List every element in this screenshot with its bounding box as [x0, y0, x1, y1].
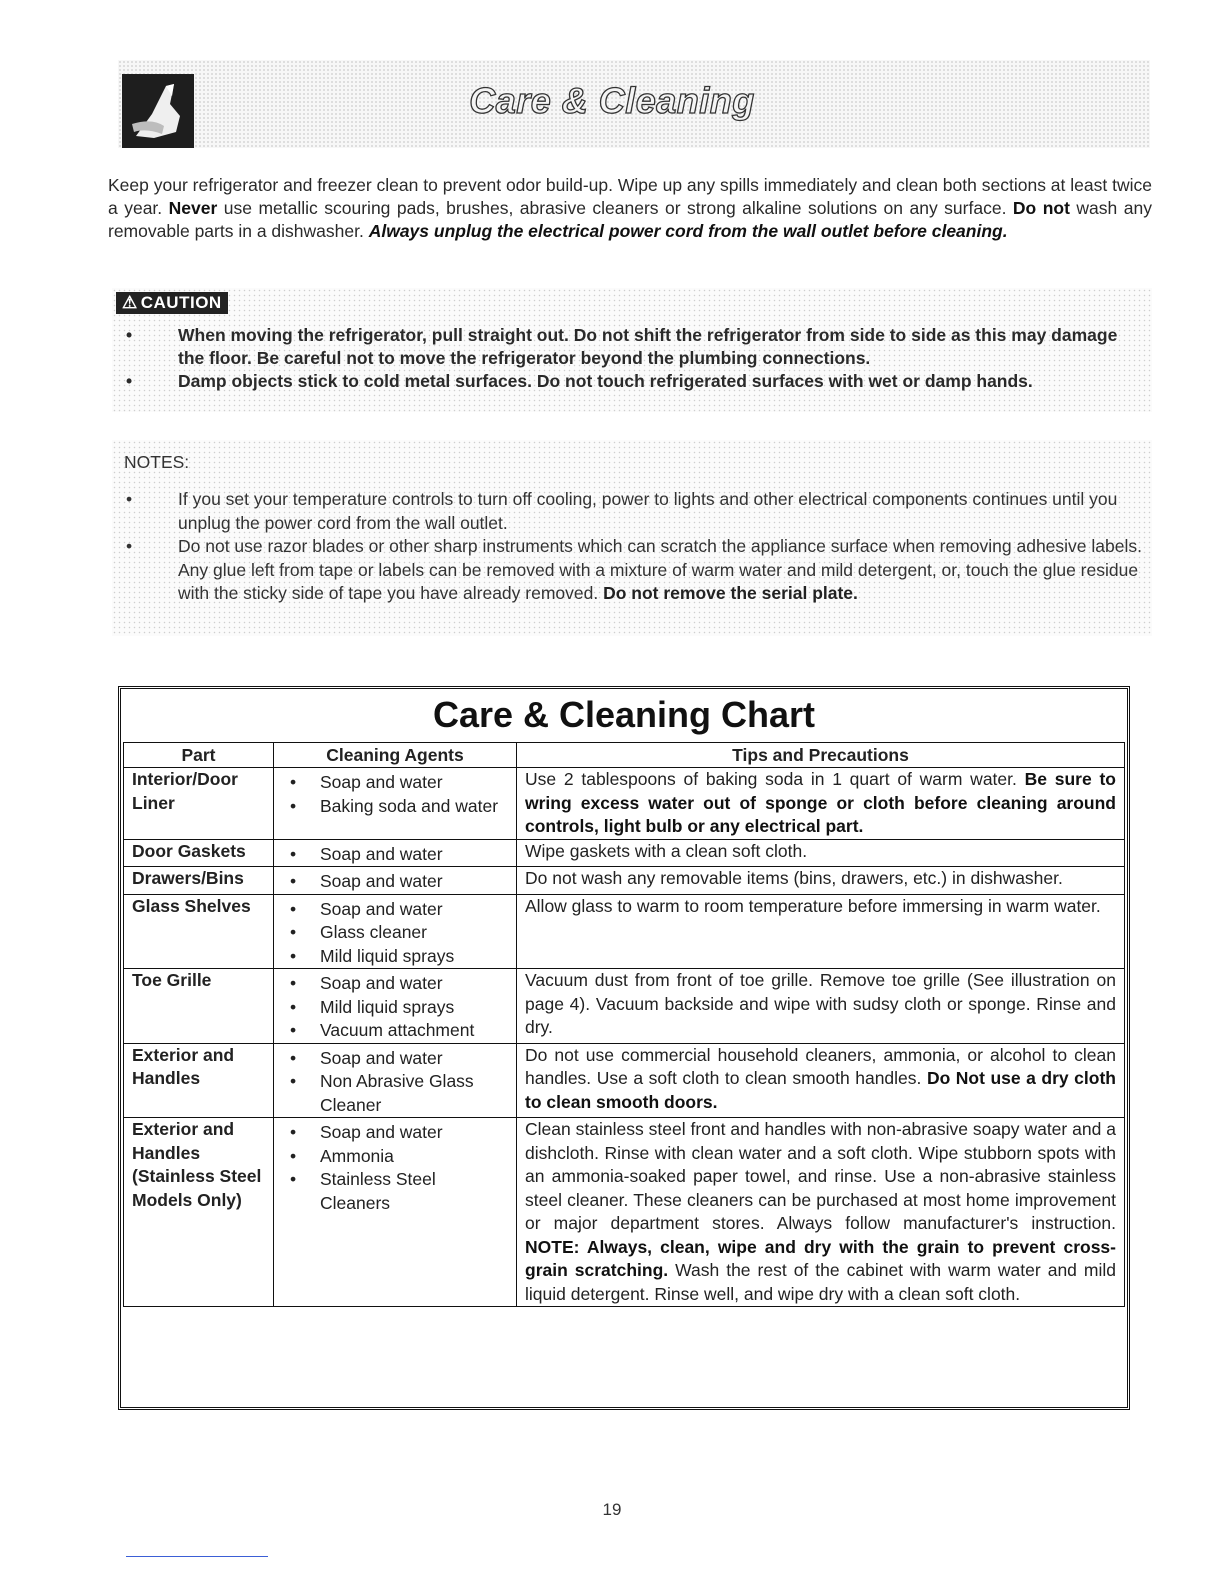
- agent-item: [282, 972, 508, 996]
- warning-triangle-icon: ⚠: [122, 293, 138, 312]
- bullet-icon: •: [126, 536, 133, 556]
- part-cell: Exterior and Handles: [124, 1043, 274, 1118]
- tips-cell: [517, 768, 1125, 840]
- agent-text: Soap and water: [320, 1047, 443, 1068]
- intro-text-2: use metallic scouring pads, brushes, abrasive cleaners or strong alkaline solutions on any surface.: [223, 198, 1007, 218]
- caution-list: [124, 324, 1144, 393]
- agent-item: [282, 1070, 508, 1117]
- bullet-icon: •: [290, 1047, 297, 1068]
- part-cell: Glass Shelves: [124, 894, 274, 969]
- intro-do-not: Do not: [1012, 198, 1070, 218]
- agent-item: [282, 1168, 508, 1215]
- agents-cell: [274, 839, 517, 867]
- table-row: [124, 839, 1125, 867]
- agents-cell: [274, 894, 517, 969]
- tips-cell: [517, 867, 1125, 895]
- page-title: Care & Cleaning: [469, 80, 755, 121]
- note-item-text: If you set your temperature controls to turn off cooling, power to lights and other electrical components continues until you unplug the power cord from the wall outlet.: [178, 489, 1118, 533]
- bullet-icon: •: [126, 325, 133, 345]
- agent-item: [282, 870, 508, 894]
- agents-list: [282, 1121, 508, 1215]
- agent-item: [282, 1145, 508, 1169]
- bullet-icon: •: [290, 795, 297, 816]
- note-item-text: Do not use razor blades or other sharp instruments which can scratch the appliance surface when removing adhesive labels. Any glue left from tape or labels can be removed with a mixture of warm water and mild detergent, or, touch the glue residue with the sticky side of tape you have already removed.: [178, 536, 1142, 603]
- bullet-icon: •: [290, 973, 297, 993]
- part-cell: Drawers/Bins: [124, 867, 274, 895]
- header-part: Part: [124, 743, 274, 768]
- agent-item: [282, 921, 508, 945]
- tips-text: Use 2 tablespoons of baking soda in 1 quart of warm water.: [525, 769, 1017, 789]
- agent-text: Soap and water: [320, 898, 443, 919]
- tips-text: Do not use commercial household cleaners, ammonia, or alcohol to clean handles. Use a soft cloth to clean smooth handles.: [525, 1044, 1116, 1088]
- table-header-row: [124, 743, 1125, 768]
- table-row: [124, 768, 1125, 840]
- agent-item: [282, 843, 508, 867]
- page-number: 19: [602, 1500, 622, 1519]
- agent-text: Soap and water: [320, 843, 443, 864]
- bullet-icon: •: [290, 843, 297, 864]
- bullet-icon: •: [290, 871, 297, 891]
- bullet-icon: •: [290, 945, 297, 966]
- bullet-icon: •: [290, 1145, 297, 1166]
- note-item: [124, 535, 1144, 606]
- table-row: [124, 894, 1125, 969]
- agent-text: Mild liquid sprays: [320, 945, 455, 966]
- caution-item-text: Damp objects stick to cold metal surfaces. Do not touch refrigerated surfaces with wet or damp hands.: [178, 371, 1033, 391]
- tips-text: Wipe gaskets with a clean soft cloth.: [525, 840, 808, 861]
- agents-cell: [274, 1118, 517, 1307]
- agent-text: Vacuum attachment: [320, 1020, 475, 1040]
- agent-text: Non Abrasive Glass Cleaner: [320, 1071, 474, 1115]
- bullet-icon: •: [290, 1122, 297, 1142]
- agents-cell: [274, 969, 517, 1044]
- header-tips: Tips and Precautions: [517, 743, 1125, 768]
- tips-cell: [517, 1118, 1125, 1307]
- table-row: [124, 867, 1125, 895]
- bullet-icon: •: [290, 1169, 297, 1189]
- notes-title: NOTES:: [124, 452, 190, 472]
- agents-cell: [274, 768, 517, 840]
- agent-item: [282, 771, 508, 795]
- table-body: [124, 768, 1125, 1307]
- agents-list: [282, 972, 508, 1043]
- agents-list: [282, 1047, 508, 1118]
- agent-text: Stainless Steel Cleaners: [320, 1169, 436, 1213]
- tips-cell: [517, 894, 1125, 969]
- agent-text: Baking soda and water: [320, 795, 499, 816]
- bullet-icon: •: [290, 1020, 297, 1040]
- agent-item: [282, 898, 508, 922]
- agent-text: Glass cleaner: [320, 922, 427, 942]
- bullet-icon: •: [290, 996, 297, 1017]
- agents-list: [282, 898, 508, 969]
- intro-paragraph: [108, 174, 1152, 243]
- part-cell: Exterior and Handles (Stainless Steel Models Only): [124, 1118, 274, 1307]
- agents-list: [282, 870, 508, 894]
- tips-text: Do not wash any removable items (bins, drawers, etc.) in dishwasher.: [525, 868, 1063, 888]
- agent-text: Ammonia: [320, 1145, 394, 1166]
- agent-item: [282, 996, 508, 1020]
- care-cleaning-table: [123, 742, 1125, 1307]
- part-cell: Toe Grille: [124, 969, 274, 1044]
- table-row: [124, 969, 1125, 1044]
- agent-text: Soap and water: [320, 973, 443, 993]
- agent-text: Mild liquid sprays: [320, 996, 455, 1017]
- tips-text: Clean stainless steel front and handles with non-abrasive soapy water and a dishcloth. Rinse with clean water and a soft cloth. Wipe stubborn spots with an ammonia-soaked paper towel, and rinse. Use a non-abrasive stainless steel cleaner. These cleaners can be purchased at most home improvement or major department stores. Always follow manufacturer's instruction.: [525, 1119, 1116, 1233]
- caution-item: [124, 324, 1144, 370]
- tips-text-after: Wash the rest of the cabinet with warm water and mild liquid detergent. Rinse well, and wipe dry with a clean soft cloth.: [525, 1260, 1116, 1304]
- agent-item: [282, 1047, 508, 1071]
- note-serial-plate-warning: Do not remove the serial plate.: [603, 583, 858, 603]
- tips-text: Allow glass to warm to room temperature before immersing in warm water.: [525, 895, 1101, 916]
- caution-label-text: CAUTION: [140, 293, 222, 312]
- caution-label: [116, 292, 228, 314]
- caution-item: [124, 370, 1144, 393]
- agent-item: [282, 1121, 508, 1145]
- intro-text-1: Keep your refrigerator and freezer clean to prevent odor build-up. Wipe up any spills immediately and clean both sections at least twice a year.: [108, 175, 1152, 218]
- agent-item: [282, 795, 508, 819]
- notes-list: [124, 488, 1144, 606]
- agents-list: [282, 771, 508, 818]
- table-row: [124, 1118, 1125, 1307]
- bullet-icon: •: [290, 1071, 297, 1091]
- tips-text: Vacuum dust from front of toe grille. Remove toe grille (See illustration on page 4). Vacuum backside and wipe with sudsy cloth or sponge. Rinse and dry.: [525, 970, 1116, 1037]
- agent-item: [282, 1019, 508, 1043]
- bullet-icon: •: [290, 922, 297, 942]
- agents-cell: [274, 867, 517, 895]
- agent-text: Soap and water: [320, 871, 443, 891]
- table-row: [124, 1043, 1125, 1118]
- chart-title: Care & Cleaning Chart: [432, 694, 816, 735]
- bullet-icon: •: [290, 898, 297, 919]
- intro-text-3: wash any removable parts in a dishwasher.: [108, 198, 1152, 241]
- tips-bold-text: NOTE: Always, clean, wipe and dry with the grain to prevent cross-grain scratching.: [525, 1236, 1116, 1280]
- bullet-icon: •: [126, 489, 133, 509]
- agents-list: [282, 843, 508, 867]
- part-cell: Door Gaskets: [124, 839, 274, 867]
- bullet-icon: •: [290, 772, 297, 792]
- agents-cell: [274, 1043, 517, 1118]
- tips-cell: [517, 969, 1125, 1044]
- intro-never: Never: [168, 198, 218, 218]
- tips-bold-text: Do Not use a dry cloth to clean smooth doors.: [525, 1068, 1116, 1112]
- bullet-icon: •: [126, 371, 133, 391]
- tips-cell: [517, 839, 1125, 867]
- note-item: [124, 488, 1144, 535]
- agent-text: Soap and water: [320, 772, 443, 792]
- part-cell: Interior/Door Liner: [124, 768, 274, 840]
- caution-item-text: When moving the refrigerator, pull straight out. Do not shift the refrigerator from side to side as this may damage the floor. Be careful not to move the refrigerator beyond the plumbing connections.: [178, 325, 1118, 368]
- agent-item: [282, 945, 508, 969]
- footer-rule: [126, 1556, 268, 1557]
- agent-text: Soap and water: [320, 1122, 443, 1142]
- tips-cell: [517, 1043, 1125, 1118]
- intro-unplug-warning: Always unplug the electrical power cord from the wall outlet before cleaning.: [368, 221, 1008, 241]
- header-agents: Cleaning Agents: [274, 743, 517, 768]
- tips-bold-text: Be sure to wring excess water out of sponge or cloth before cleaning around controls, light bulb or any electrical part.: [525, 769, 1116, 836]
